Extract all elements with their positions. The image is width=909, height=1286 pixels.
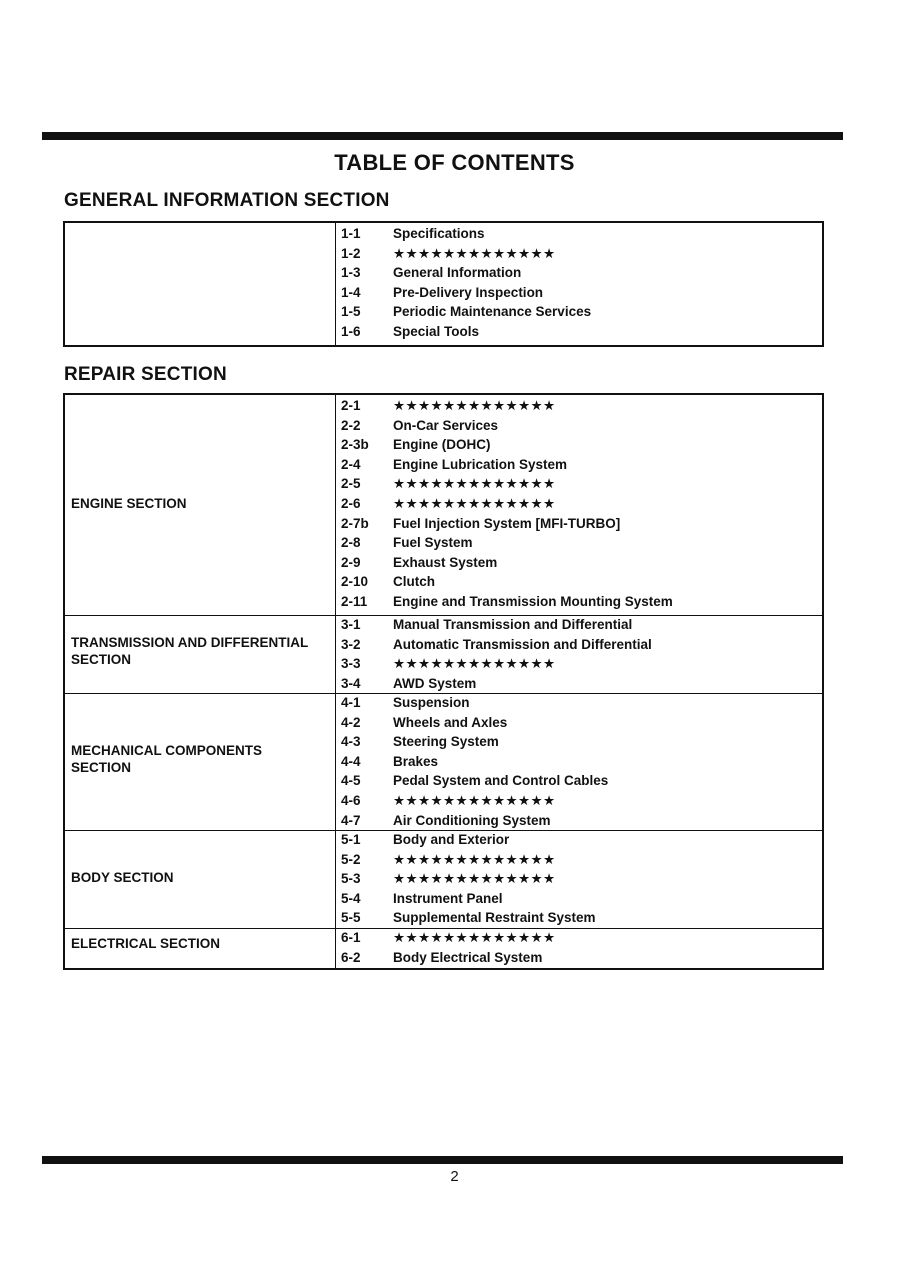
- column-divider: [335, 223, 336, 345]
- toc-entry[interactable]: [341, 908, 821, 928]
- entry-title: Instrument Panel: [393, 890, 503, 906]
- entry-title: Engine (DOHC): [393, 437, 491, 453]
- entry-title: ★★★★★★★★★★★★★: [393, 656, 556, 672]
- toc-entry[interactable]: [341, 533, 821, 553]
- entry-number: 4-7: [341, 812, 361, 828]
- entry-number: 3-2: [341, 636, 361, 652]
- engine-group: [65, 395, 822, 615]
- toc-entry[interactable]: [341, 889, 821, 909]
- entry-title: Engine Lubrication System: [393, 456, 568, 472]
- toc-entry[interactable]: [341, 283, 821, 303]
- toc-entry[interactable]: [341, 615, 821, 635]
- entry-title: Clutch: [393, 574, 435, 590]
- entry-number: 4-6: [341, 793, 361, 808]
- entry-title: ★★★★★★★★★★★★★: [393, 851, 556, 867]
- entry-number: 1-3: [341, 265, 361, 281]
- electrical-group: [65, 928, 822, 968]
- toc-entry[interactable]: [341, 455, 821, 475]
- entry-title: Specifications: [393, 226, 485, 241]
- group-label-line: SECTION: [71, 652, 132, 667]
- entry-title: Pedal System and Control Cables: [393, 773, 609, 789]
- repair-toc-box: [63, 393, 824, 970]
- group-label-line: MECHANICAL COMPONENTS: [71, 743, 263, 758]
- entry-title: Suspension: [393, 695, 470, 710]
- entry-title: On-Car Services: [393, 417, 499, 433]
- body-group: [65, 830, 822, 928]
- entry-number: 1-2: [341, 245, 361, 261]
- entry-number: 1-5: [341, 304, 361, 320]
- toc-entry[interactable]: [341, 948, 821, 968]
- toc-entry[interactable]: [341, 263, 821, 283]
- entry-title: Wheels and Axles: [393, 714, 508, 730]
- toc-entry[interactable]: [341, 635, 821, 655]
- entry-title: ★★★★★★★★★★★★★: [393, 398, 556, 413]
- toc-entry[interactable]: [341, 494, 821, 514]
- entry-number: 5-1: [341, 832, 361, 847]
- entry-number: 2-8: [341, 535, 361, 551]
- entry-title: Steering System: [393, 734, 499, 750]
- column-divider: [335, 395, 336, 615]
- toc-entry[interactable]: [341, 416, 821, 436]
- toc-entry[interactable]: [341, 474, 821, 494]
- toc-entry[interactable]: [341, 850, 821, 870]
- group-label: [71, 634, 308, 668]
- toc-entry[interactable]: [341, 674, 821, 694]
- entry-number: 2-3b: [341, 437, 369, 453]
- toc-entry[interactable]: [341, 732, 821, 752]
- general-group: [65, 223, 822, 345]
- group-label: ELECTRICAL SECTION: [71, 936, 221, 951]
- general-toc-box: [63, 221, 824, 347]
- toc-entry[interactable]: [341, 435, 821, 455]
- entry-title: ★★★★★★★★★★★★★: [393, 871, 556, 887]
- toc-entry[interactable]: [341, 869, 821, 889]
- entry-title: Pre-Delivery Inspection: [393, 284, 544, 300]
- entry-number: 2-10: [341, 574, 369, 590]
- toc-entry[interactable]: [341, 791, 821, 811]
- entry-title: Special Tools: [393, 324, 480, 339]
- entry-title: Fuel System: [393, 535, 473, 551]
- entry-title: Body Electrical System: [393, 949, 543, 965]
- toc-entry[interactable]: [341, 224, 821, 244]
- group-label: ENGINE SECTION: [71, 496, 187, 511]
- toc-entry[interactable]: [341, 811, 821, 831]
- entry-title: Periodic Maintenance Services: [393, 304, 592, 320]
- entry-title: Air Conditioning System: [393, 812, 551, 828]
- toc-entry[interactable]: [341, 244, 821, 264]
- entry-title: Supplemental Restraint System: [393, 910, 596, 926]
- toc-entry[interactable]: [341, 752, 821, 772]
- entry-title: Fuel Injection System [MFI-TURBO]: [393, 515, 621, 531]
- entry-number: 2-9: [341, 554, 361, 570]
- column-divider: [335, 694, 336, 830]
- entry-number: 5-3: [341, 871, 361, 887]
- entry-number: 3-1: [341, 617, 361, 632]
- toc-entry[interactable]: [341, 713, 821, 733]
- entry-number: 4-2: [341, 714, 361, 730]
- toc-entry[interactable]: [341, 771, 821, 791]
- bottom-rule: [42, 1156, 843, 1164]
- entry-number: 5-4: [341, 890, 361, 906]
- toc-entry[interactable]: [341, 654, 821, 674]
- group-label: [71, 742, 262, 776]
- toc-entry[interactable]: [341, 302, 821, 322]
- entry-title: Body and Exterior: [393, 832, 510, 847]
- top-rule: [42, 132, 843, 140]
- page-title: TABLE OF CONTENTS: [334, 150, 575, 175]
- entry-number: 2-5: [341, 476, 361, 492]
- entry-number: 5-2: [341, 851, 361, 867]
- toc-entry[interactable]: [341, 553, 821, 573]
- entry-number: 3-4: [341, 675, 361, 691]
- entry-number: 5-5: [341, 910, 361, 926]
- column-divider: [335, 929, 336, 968]
- general-section-heading: GENERAL INFORMATION SECTION: [64, 190, 390, 211]
- toc-entry[interactable]: [341, 396, 821, 416]
- mechanical-group: [65, 693, 822, 830]
- entry-number: 6-1: [341, 930, 361, 945]
- toc-entry[interactable]: [341, 572, 821, 592]
- entry-number: 2-4: [341, 456, 361, 472]
- entry-title: AWD System: [393, 675, 477, 691]
- toc-entry[interactable]: [341, 928, 821, 948]
- page-number: 2: [450, 1168, 459, 1185]
- entry-number: 1-6: [341, 324, 361, 339]
- toc-entry[interactable]: [341, 322, 821, 342]
- entry-title: Manual Transmission and Differential: [393, 617, 633, 632]
- group-label: BODY SECTION: [71, 870, 174, 885]
- entry-number: 4-1: [341, 695, 361, 710]
- toc-entry[interactable]: [341, 830, 821, 850]
- entry-title: Engine and Transmission Mounting System: [393, 594, 673, 609]
- repair-section-heading: REPAIR SECTION: [64, 364, 227, 385]
- toc-entry[interactable]: [341, 514, 821, 534]
- entry-number: 2-11: [341, 594, 368, 609]
- group-label-line: SECTION: [71, 760, 132, 775]
- entry-number: 2-1: [341, 398, 361, 413]
- entry-number: 1-1: [341, 226, 361, 241]
- transmission-group: [65, 615, 822, 693]
- column-divider: [335, 831, 336, 928]
- entry-title: ★★★★★★★★★★★★★: [393, 245, 556, 261]
- entry-number: 4-4: [341, 753, 361, 769]
- entry-number: 2-7b: [341, 515, 369, 531]
- entry-title: General Information: [393, 265, 522, 281]
- toc-entry[interactable]: [341, 592, 821, 612]
- entry-number: 2-6: [341, 496, 361, 511]
- entry-number: 6-2: [341, 949, 361, 965]
- entry-title: ★★★★★★★★★★★★★: [393, 476, 556, 492]
- group-label-line: TRANSMISSION AND DIFFERENTIAL: [71, 635, 309, 650]
- entry-title: ★★★★★★★★★★★★★: [393, 793, 556, 808]
- entry-number: 2-2: [341, 417, 361, 433]
- entry-number: 4-5: [341, 773, 361, 789]
- entry-title: Brakes: [393, 753, 439, 769]
- toc-entry[interactable]: [341, 693, 821, 713]
- column-divider: [335, 616, 336, 693]
- entry-title: ★★★★★★★★★★★★★: [393, 496, 556, 511]
- entry-number: 1-4: [341, 284, 361, 300]
- entry-title: Exhaust System: [393, 554, 498, 570]
- entry-number: 4-3: [341, 734, 361, 750]
- entry-title: Automatic Transmission and Differential: [393, 636, 652, 652]
- entry-number: 3-3: [341, 656, 361, 672]
- entry-title: ★★★★★★★★★★★★★: [393, 930, 556, 945]
